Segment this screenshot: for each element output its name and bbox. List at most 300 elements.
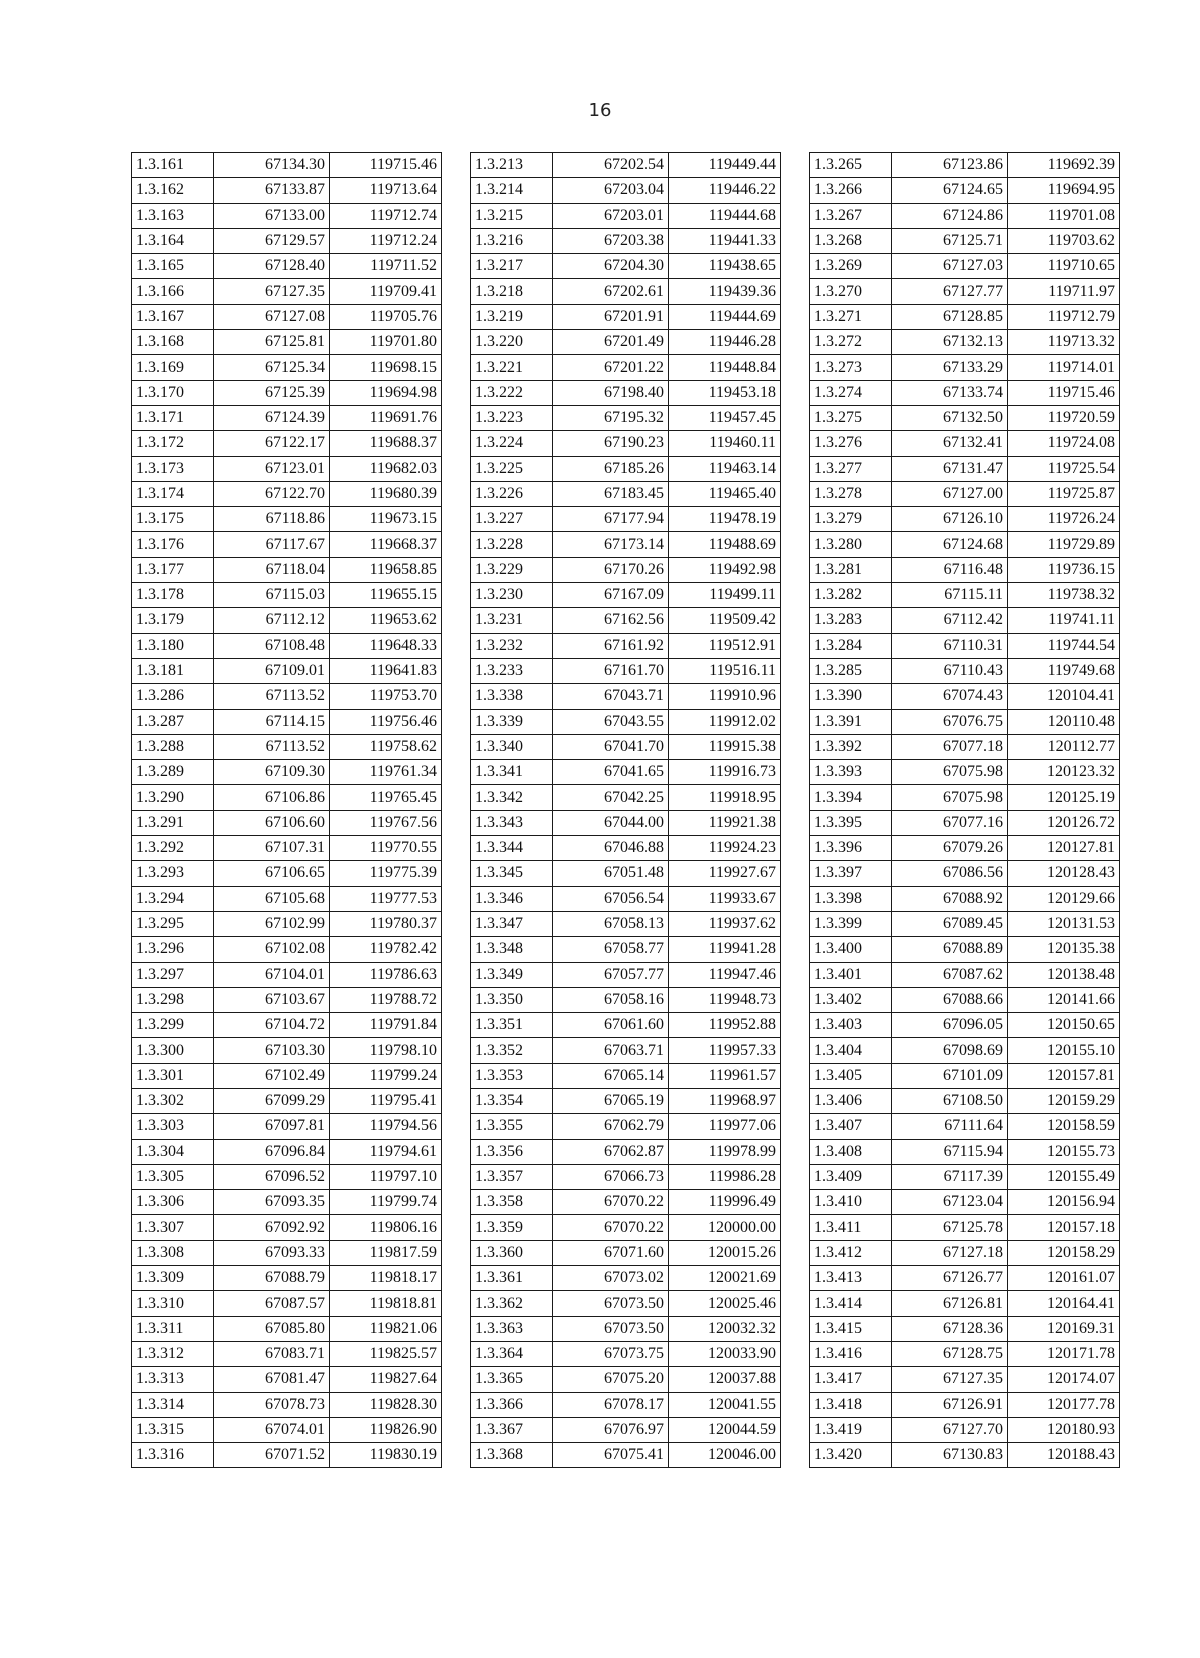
x-coordinate-cell: 67128.85 (892, 304, 1008, 329)
x-coordinate-cell: 67063.71 (553, 1038, 669, 1063)
y-coordinate-cell: 119710.65 (1008, 254, 1120, 279)
y-coordinate-cell: 119749.68 (1008, 658, 1120, 683)
table-row (132, 254, 442, 279)
table-row (132, 1316, 442, 1341)
y-coordinate-cell: 120155.49 (1008, 1164, 1120, 1189)
y-coordinate-cell: 119463.14 (669, 456, 781, 481)
y-coordinate-cell: 119680.39 (330, 481, 442, 506)
table-row (471, 1215, 781, 1240)
y-coordinate-cell: 119916.73 (669, 760, 781, 785)
table-row (810, 785, 1120, 810)
table-row (471, 304, 781, 329)
x-coordinate-cell: 67062.79 (553, 1114, 669, 1139)
x-coordinate-cell: 67133.87 (214, 178, 330, 203)
table-row (132, 1063, 442, 1088)
point-id-cell: 1.3.401 (810, 962, 892, 987)
y-coordinate-cell: 119921.38 (669, 810, 781, 835)
point-id-cell: 1.3.396 (810, 836, 892, 861)
point-id-cell: 1.3.307 (132, 1215, 214, 1240)
table-row (471, 431, 781, 456)
point-id-cell: 1.3.358 (471, 1190, 553, 1215)
point-id-cell: 1.3.214 (471, 178, 553, 203)
point-id-cell: 1.3.298 (132, 987, 214, 1012)
x-coordinate-cell: 67124.65 (892, 178, 1008, 203)
table-row (810, 911, 1120, 936)
point-id-cell: 1.3.305 (132, 1164, 214, 1189)
y-coordinate-cell: 119948.73 (669, 987, 781, 1012)
table-row (471, 279, 781, 304)
y-coordinate-cell: 119509.42 (669, 608, 781, 633)
x-coordinate-cell: 67070.22 (553, 1215, 669, 1240)
table-row (471, 1139, 781, 1164)
x-coordinate-cell: 67057.77 (553, 962, 669, 987)
table-row (132, 405, 442, 430)
x-coordinate-cell: 67127.18 (892, 1240, 1008, 1265)
y-coordinate-cell: 119744.54 (1008, 633, 1120, 658)
point-id-cell: 1.3.283 (810, 608, 892, 633)
y-coordinate-cell: 119821.06 (330, 1316, 442, 1341)
x-coordinate-cell: 67102.49 (214, 1063, 330, 1088)
y-coordinate-cell: 119641.83 (330, 658, 442, 683)
coordinate-table-3 (809, 152, 1120, 1468)
page-number: 16 (588, 100, 612, 121)
table-row (471, 1038, 781, 1063)
table-row (810, 1341, 1120, 1366)
y-coordinate-cell: 120033.90 (669, 1341, 781, 1366)
point-id-cell: 1.3.352 (471, 1038, 553, 1063)
point-id-cell: 1.3.166 (132, 279, 214, 304)
point-id-cell: 1.3.271 (810, 304, 892, 329)
x-coordinate-cell: 67112.42 (892, 608, 1008, 633)
table-row (132, 861, 442, 886)
y-coordinate-cell: 120135.38 (1008, 937, 1120, 962)
point-id-cell: 1.3.365 (471, 1367, 553, 1392)
y-coordinate-cell: 119915.38 (669, 734, 781, 759)
table-row (810, 937, 1120, 962)
point-id-cell: 1.3.281 (810, 557, 892, 582)
x-coordinate-cell: 67105.68 (214, 886, 330, 911)
y-coordinate-cell: 119724.08 (1008, 431, 1120, 456)
point-id-cell: 1.3.229 (471, 557, 553, 582)
x-coordinate-cell: 67133.74 (892, 380, 1008, 405)
table-row (132, 684, 442, 709)
x-coordinate-cell: 67113.52 (214, 684, 330, 709)
table-row (471, 228, 781, 253)
point-id-cell: 1.3.315 (132, 1417, 214, 1442)
y-coordinate-cell: 120021.69 (669, 1266, 781, 1291)
x-coordinate-cell: 67161.92 (553, 633, 669, 658)
point-id-cell: 1.3.413 (810, 1266, 892, 1291)
table-row (132, 1240, 442, 1265)
x-coordinate-cell: 67131.47 (892, 456, 1008, 481)
y-coordinate-cell: 119806.16 (330, 1215, 442, 1240)
point-id-cell: 1.3.346 (471, 886, 553, 911)
table-row (132, 911, 442, 936)
x-coordinate-cell: 67075.20 (553, 1367, 669, 1392)
table-row (471, 507, 781, 532)
x-coordinate-cell: 67077.18 (892, 734, 1008, 759)
y-coordinate-cell: 120112.77 (1008, 734, 1120, 759)
table-row (810, 1240, 1120, 1265)
x-coordinate-cell: 67132.13 (892, 330, 1008, 355)
x-coordinate-cell: 67043.71 (553, 684, 669, 709)
table-row (810, 886, 1120, 911)
point-id-cell: 1.3.348 (471, 937, 553, 962)
point-id-cell: 1.3.216 (471, 228, 553, 253)
table-row (132, 709, 442, 734)
x-coordinate-cell: 67132.50 (892, 405, 1008, 430)
table-row (810, 507, 1120, 532)
y-coordinate-cell: 119714.01 (1008, 355, 1120, 380)
point-id-cell: 1.3.174 (132, 481, 214, 506)
table-row (471, 1316, 781, 1341)
point-id-cell: 1.3.215 (471, 203, 553, 228)
y-coordinate-cell: 120177.78 (1008, 1392, 1120, 1417)
y-coordinate-cell: 120159.29 (1008, 1088, 1120, 1113)
table-row (471, 1266, 781, 1291)
point-id-cell: 1.3.302 (132, 1088, 214, 1113)
point-id-cell: 1.3.279 (810, 507, 892, 532)
table-row (471, 633, 781, 658)
table-row (810, 1316, 1120, 1341)
x-coordinate-cell: 67127.35 (892, 1367, 1008, 1392)
table-row (471, 1367, 781, 1392)
x-coordinate-cell: 67106.60 (214, 810, 330, 835)
table-row (471, 608, 781, 633)
x-coordinate-cell: 67116.48 (892, 557, 1008, 582)
point-id-cell: 1.3.294 (132, 886, 214, 911)
point-id-cell: 1.3.368 (471, 1443, 553, 1468)
point-id-cell: 1.3.306 (132, 1190, 214, 1215)
y-coordinate-cell: 119457.45 (669, 405, 781, 430)
point-id-cell: 1.3.224 (471, 431, 553, 456)
point-id-cell: 1.3.394 (810, 785, 892, 810)
y-coordinate-cell: 119912.02 (669, 709, 781, 734)
x-coordinate-cell: 67083.71 (214, 1341, 330, 1366)
y-coordinate-cell: 120041.55 (669, 1392, 781, 1417)
y-coordinate-cell: 119961.57 (669, 1063, 781, 1088)
point-id-cell: 1.3.363 (471, 1316, 553, 1341)
point-id-cell: 1.3.289 (132, 760, 214, 785)
x-coordinate-cell: 67123.01 (214, 456, 330, 481)
y-coordinate-cell: 119682.03 (330, 456, 442, 481)
table-row (810, 1164, 1120, 1189)
y-coordinate-cell: 119794.56 (330, 1114, 442, 1139)
y-coordinate-cell: 119996.49 (669, 1190, 781, 1215)
table-row (132, 1215, 442, 1240)
point-id-cell: 1.3.402 (810, 987, 892, 1012)
table-row (471, 937, 781, 962)
table-row (471, 583, 781, 608)
point-id-cell: 1.3.276 (810, 431, 892, 456)
table-row (810, 1063, 1120, 1088)
point-id-cell: 1.3.273 (810, 355, 892, 380)
x-coordinate-cell: 67061.60 (553, 1013, 669, 1038)
table-row (471, 1392, 781, 1417)
y-coordinate-cell: 119797.10 (330, 1164, 442, 1189)
point-id-cell: 1.3.266 (810, 178, 892, 203)
y-coordinate-cell: 119725.54 (1008, 456, 1120, 481)
table-row (810, 810, 1120, 835)
x-coordinate-cell: 67201.22 (553, 355, 669, 380)
y-coordinate-cell: 119753.70 (330, 684, 442, 709)
table-row (810, 380, 1120, 405)
x-coordinate-cell: 67127.77 (892, 279, 1008, 304)
y-coordinate-cell: 119713.64 (330, 178, 442, 203)
x-coordinate-cell: 67056.54 (553, 886, 669, 911)
point-id-cell: 1.3.419 (810, 1417, 892, 1442)
x-coordinate-cell: 67177.94 (553, 507, 669, 532)
x-coordinate-cell: 67125.39 (214, 380, 330, 405)
point-id-cell: 1.3.233 (471, 658, 553, 683)
x-coordinate-cell: 67167.09 (553, 583, 669, 608)
y-coordinate-cell: 119444.68 (669, 203, 781, 228)
y-coordinate-cell: 119648.33 (330, 633, 442, 658)
x-coordinate-cell: 67078.17 (553, 1392, 669, 1417)
table-row (471, 1190, 781, 1215)
y-coordinate-cell: 119478.19 (669, 507, 781, 532)
table-row (132, 583, 442, 608)
point-id-cell: 1.3.172 (132, 431, 214, 456)
table-row (810, 836, 1120, 861)
point-id-cell: 1.3.164 (132, 228, 214, 253)
y-coordinate-cell: 119492.98 (669, 557, 781, 582)
y-coordinate-cell: 120164.41 (1008, 1291, 1120, 1316)
x-coordinate-cell: 67087.57 (214, 1291, 330, 1316)
x-coordinate-cell: 67202.61 (553, 279, 669, 304)
x-coordinate-cell: 67071.52 (214, 1443, 330, 1468)
table-row (471, 1063, 781, 1088)
y-coordinate-cell: 120180.93 (1008, 1417, 1120, 1442)
table-row (810, 734, 1120, 759)
x-coordinate-cell: 67127.03 (892, 254, 1008, 279)
x-coordinate-cell: 67076.97 (553, 1417, 669, 1442)
y-coordinate-cell: 119711.52 (330, 254, 442, 279)
x-coordinate-cell: 67103.30 (214, 1038, 330, 1063)
point-id-cell: 1.3.359 (471, 1215, 553, 1240)
table-row (132, 1341, 442, 1366)
table-row (132, 760, 442, 785)
x-coordinate-cell: 67203.38 (553, 228, 669, 253)
y-coordinate-cell: 119701.08 (1008, 203, 1120, 228)
table-row (132, 380, 442, 405)
table-row (132, 1038, 442, 1063)
y-coordinate-cell: 120129.66 (1008, 886, 1120, 911)
y-coordinate-cell: 119512.91 (669, 633, 781, 658)
y-coordinate-cell: 119924.23 (669, 836, 781, 861)
point-id-cell: 1.3.406 (810, 1088, 892, 1113)
coordinate-table-2 (470, 152, 781, 1468)
point-id-cell: 1.3.411 (810, 1215, 892, 1240)
table-row (132, 1164, 442, 1189)
table-row (810, 1367, 1120, 1392)
y-coordinate-cell: 119655.15 (330, 583, 442, 608)
x-coordinate-cell: 67051.48 (553, 861, 669, 886)
x-coordinate-cell: 67115.94 (892, 1139, 1008, 1164)
x-coordinate-cell: 67127.70 (892, 1417, 1008, 1442)
table-row (132, 810, 442, 835)
y-coordinate-cell: 119786.63 (330, 962, 442, 987)
x-coordinate-cell: 67075.98 (892, 785, 1008, 810)
x-coordinate-cell: 67089.45 (892, 911, 1008, 936)
point-id-cell: 1.3.170 (132, 380, 214, 405)
point-id-cell: 1.3.314 (132, 1392, 214, 1417)
table-row (810, 760, 1120, 785)
y-coordinate-cell: 120157.18 (1008, 1215, 1120, 1240)
point-id-cell: 1.3.228 (471, 532, 553, 557)
table-row (132, 1088, 442, 1113)
x-coordinate-cell: 67162.56 (553, 608, 669, 633)
point-id-cell: 1.3.398 (810, 886, 892, 911)
point-id-cell: 1.3.177 (132, 557, 214, 582)
x-coordinate-cell: 67110.43 (892, 658, 1008, 683)
table-row (132, 1013, 442, 1038)
point-id-cell: 1.3.414 (810, 1291, 892, 1316)
x-coordinate-cell: 67077.16 (892, 810, 1008, 835)
x-coordinate-cell: 67104.01 (214, 962, 330, 987)
x-coordinate-cell: 67076.75 (892, 709, 1008, 734)
y-coordinate-cell: 119694.95 (1008, 178, 1120, 203)
point-id-cell: 1.3.356 (471, 1139, 553, 1164)
table-row (471, 1341, 781, 1366)
table-row (471, 1417, 781, 1442)
y-coordinate-cell: 120032.32 (669, 1316, 781, 1341)
y-coordinate-cell: 120123.32 (1008, 760, 1120, 785)
table-row (471, 836, 781, 861)
y-coordinate-cell: 120126.72 (1008, 810, 1120, 835)
x-coordinate-cell: 67170.26 (553, 557, 669, 582)
y-coordinate-cell: 119701.80 (330, 330, 442, 355)
y-coordinate-cell: 119449.44 (669, 153, 781, 178)
x-coordinate-cell: 67111.64 (892, 1114, 1008, 1139)
point-id-cell: 1.3.284 (810, 633, 892, 658)
y-coordinate-cell: 120157.81 (1008, 1063, 1120, 1088)
y-coordinate-cell: 119791.84 (330, 1013, 442, 1038)
point-id-cell: 1.3.309 (132, 1266, 214, 1291)
y-coordinate-cell: 119767.56 (330, 810, 442, 835)
y-coordinate-cell: 119698.15 (330, 355, 442, 380)
x-coordinate-cell: 67070.22 (553, 1190, 669, 1215)
x-coordinate-cell: 67128.40 (214, 254, 330, 279)
y-coordinate-cell: 119977.06 (669, 1114, 781, 1139)
y-coordinate-cell: 119828.30 (330, 1392, 442, 1417)
point-id-cell: 1.3.353 (471, 1063, 553, 1088)
point-id-cell: 1.3.400 (810, 937, 892, 962)
x-coordinate-cell: 67122.70 (214, 481, 330, 506)
x-coordinate-cell: 67058.77 (553, 937, 669, 962)
point-id-cell: 1.3.304 (132, 1139, 214, 1164)
y-coordinate-cell: 119439.36 (669, 279, 781, 304)
table-row (810, 1266, 1120, 1291)
x-coordinate-cell: 67093.35 (214, 1190, 330, 1215)
point-id-cell: 1.3.360 (471, 1240, 553, 1265)
point-id-cell: 1.3.180 (132, 633, 214, 658)
y-coordinate-cell: 119937.62 (669, 911, 781, 936)
y-coordinate-cell: 120104.41 (1008, 684, 1120, 709)
x-coordinate-cell: 67044.00 (553, 810, 669, 835)
point-id-cell: 1.3.178 (132, 583, 214, 608)
table-row (471, 861, 781, 886)
x-coordinate-cell: 67071.60 (553, 1240, 669, 1265)
x-coordinate-cell: 67123.04 (892, 1190, 1008, 1215)
point-id-cell: 1.3.347 (471, 911, 553, 936)
point-id-cell: 1.3.168 (132, 330, 214, 355)
point-id-cell: 1.3.163 (132, 203, 214, 228)
point-id-cell: 1.3.420 (810, 1443, 892, 1468)
point-id-cell: 1.3.169 (132, 355, 214, 380)
table-row (471, 658, 781, 683)
y-coordinate-cell: 119788.72 (330, 987, 442, 1012)
y-coordinate-cell: 119777.53 (330, 886, 442, 911)
table-row (810, 1088, 1120, 1113)
point-id-cell: 1.3.268 (810, 228, 892, 253)
point-id-cell: 1.3.345 (471, 861, 553, 886)
y-coordinate-cell: 119986.28 (669, 1164, 781, 1189)
y-coordinate-cell: 119794.61 (330, 1139, 442, 1164)
x-coordinate-cell: 67096.05 (892, 1013, 1008, 1038)
point-id-cell: 1.3.391 (810, 709, 892, 734)
table-row (810, 962, 1120, 987)
y-coordinate-cell: 119438.65 (669, 254, 781, 279)
x-coordinate-cell: 67128.36 (892, 1316, 1008, 1341)
x-coordinate-cell: 67126.81 (892, 1291, 1008, 1316)
x-coordinate-cell: 67098.69 (892, 1038, 1008, 1063)
table-row (132, 456, 442, 481)
y-coordinate-cell: 119446.22 (669, 178, 781, 203)
table-row (471, 532, 781, 557)
point-id-cell: 1.3.405 (810, 1063, 892, 1088)
y-coordinate-cell: 119952.88 (669, 1013, 781, 1038)
point-id-cell: 1.3.397 (810, 861, 892, 886)
point-id-cell: 1.3.272 (810, 330, 892, 355)
point-id-cell: 1.3.349 (471, 962, 553, 987)
point-id-cell: 1.3.176 (132, 532, 214, 557)
point-id-cell: 1.3.367 (471, 1417, 553, 1442)
table-row (132, 557, 442, 582)
y-coordinate-cell: 119725.87 (1008, 481, 1120, 506)
table-row (471, 1240, 781, 1265)
y-coordinate-cell: 119460.11 (669, 431, 781, 456)
x-coordinate-cell: 67079.26 (892, 836, 1008, 861)
y-coordinate-cell: 120138.48 (1008, 962, 1120, 987)
point-id-cell: 1.3.299 (132, 1013, 214, 1038)
point-id-cell: 1.3.221 (471, 355, 553, 380)
point-id-cell: 1.3.366 (471, 1392, 553, 1417)
point-id-cell: 1.3.296 (132, 937, 214, 962)
y-coordinate-cell: 119516.11 (669, 658, 781, 683)
table-row (810, 684, 1120, 709)
y-coordinate-cell: 119941.28 (669, 937, 781, 962)
x-coordinate-cell: 67161.70 (553, 658, 669, 683)
x-coordinate-cell: 67102.99 (214, 911, 330, 936)
table-row (810, 557, 1120, 582)
point-id-cell: 1.3.213 (471, 153, 553, 178)
y-coordinate-cell: 119957.33 (669, 1038, 781, 1063)
x-coordinate-cell: 67081.47 (214, 1367, 330, 1392)
table-row (810, 178, 1120, 203)
x-coordinate-cell: 67123.86 (892, 153, 1008, 178)
y-coordinate-cell: 119465.40 (669, 481, 781, 506)
table-row (132, 785, 442, 810)
y-coordinate-cell: 119910.96 (669, 684, 781, 709)
table-row (132, 203, 442, 228)
point-id-cell: 1.3.390 (810, 684, 892, 709)
y-coordinate-cell: 119715.46 (1008, 380, 1120, 405)
table-row (132, 304, 442, 329)
point-id-cell: 1.3.265 (810, 153, 892, 178)
y-coordinate-cell: 119691.76 (330, 405, 442, 430)
table-row (471, 709, 781, 734)
